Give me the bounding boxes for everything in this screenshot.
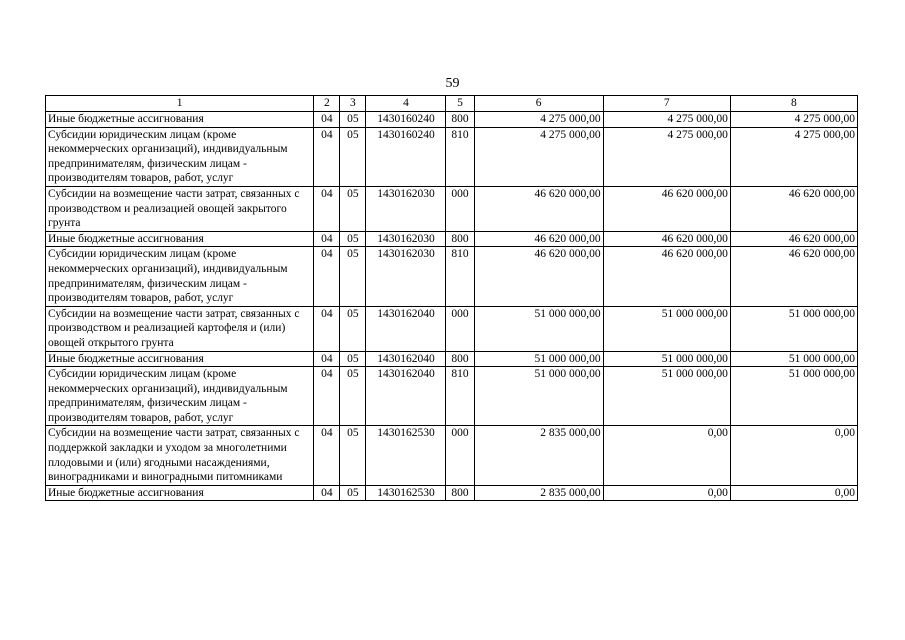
table-row bbox=[46, 247, 858, 306]
budget-table bbox=[45, 95, 858, 501]
row-target-article: 1430162030 bbox=[366, 186, 446, 231]
table-row bbox=[46, 367, 858, 426]
row-amount-8: 46 620 000,00 bbox=[730, 186, 857, 231]
row-section: 04 bbox=[314, 351, 340, 367]
row-expense-type: 000 bbox=[446, 186, 474, 231]
table-row bbox=[46, 485, 858, 501]
row-amount-8: 51 000 000,00 bbox=[730, 351, 857, 367]
row-name: Иные бюджетные ассигнования bbox=[46, 485, 314, 501]
row-name: Субсидии на возмещение части затрат, связанных с производством и реализацией овощей закрытого грунта bbox=[46, 186, 314, 231]
row-amount-7: 4 275 000,00 bbox=[603, 127, 730, 186]
header-cell-3: 3 bbox=[340, 96, 366, 112]
row-amount-7: 51 000 000,00 bbox=[603, 367, 730, 426]
header-cell-6: 6 bbox=[474, 96, 603, 112]
row-subsection: 05 bbox=[340, 351, 366, 367]
row-subsection: 05 bbox=[340, 231, 366, 247]
row-amount-8: 46 620 000,00 bbox=[730, 247, 857, 306]
row-amount-7: 0,00 bbox=[603, 485, 730, 501]
row-amount-6: 46 620 000,00 bbox=[474, 186, 603, 231]
row-amount-7: 4 275 000,00 bbox=[603, 112, 730, 128]
row-name: Субсидии на возмещение части затрат, связанных с поддержкой закладки и уходом за многолетними плодовыми и (или) ягодными насаждениями, виноградниками и виноградными питомниками bbox=[46, 426, 314, 485]
row-amount-7: 46 620 000,00 bbox=[603, 247, 730, 306]
row-amount-8: 46 620 000,00 bbox=[730, 231, 857, 247]
row-amount-6: 51 000 000,00 bbox=[474, 306, 603, 351]
row-name: Субсидии юридическим лицам (кроме некоммерческих организаций), индивидуальным предпринимателям, физическим лицам - производителям товаров, работ, услуг bbox=[46, 247, 314, 306]
table-row bbox=[46, 112, 858, 128]
row-expense-type: 000 bbox=[446, 306, 474, 351]
row-target-article: 1430162030 bbox=[366, 231, 446, 247]
row-section: 04 bbox=[314, 186, 340, 231]
row-amount-8: 0,00 bbox=[730, 485, 857, 501]
page-number: 59 bbox=[445, 76, 460, 91]
row-section: 04 bbox=[314, 306, 340, 351]
row-expense-type: 800 bbox=[446, 351, 474, 367]
row-expense-type: 800 bbox=[446, 231, 474, 247]
row-subsection: 05 bbox=[340, 186, 366, 231]
row-amount-6: 4 275 000,00 bbox=[474, 127, 603, 186]
row-expense-type: 000 bbox=[446, 426, 474, 485]
row-expense-type: 810 bbox=[446, 247, 474, 306]
table-row bbox=[46, 231, 858, 247]
table-row bbox=[46, 426, 858, 485]
row-target-article: 1430162040 bbox=[366, 367, 446, 426]
row-section: 04 bbox=[314, 247, 340, 306]
row-name: Иные бюджетные ассигнования bbox=[46, 231, 314, 247]
table-row bbox=[46, 127, 858, 186]
header-cell-2: 2 bbox=[314, 96, 340, 112]
row-section: 04 bbox=[314, 127, 340, 186]
header-cell-4: 4 bbox=[366, 96, 446, 112]
row-name: Субсидии на возмещение части затрат, связанных с производством и реализацией картофеля и (или) овощей открытого грунта bbox=[46, 306, 314, 351]
row-expense-type: 800 bbox=[446, 112, 474, 128]
row-amount-6: 46 620 000,00 bbox=[474, 231, 603, 247]
row-amount-8: 4 275 000,00 bbox=[730, 127, 857, 186]
row-expense-type: 810 bbox=[446, 367, 474, 426]
row-section: 04 bbox=[314, 112, 340, 128]
row-amount-7: 0,00 bbox=[603, 426, 730, 485]
table-row bbox=[46, 306, 858, 351]
row-target-article: 1430162530 bbox=[366, 426, 446, 485]
row-subsection: 05 bbox=[340, 127, 366, 186]
row-amount-8: 51 000 000,00 bbox=[730, 306, 857, 351]
row-subsection: 05 bbox=[340, 112, 366, 128]
table-row bbox=[46, 186, 858, 231]
row-subsection: 05 bbox=[340, 306, 366, 351]
row-expense-type: 810 bbox=[446, 127, 474, 186]
row-section: 04 bbox=[314, 231, 340, 247]
row-section: 04 bbox=[314, 485, 340, 501]
header-cell-7: 7 bbox=[603, 96, 730, 112]
row-amount-6: 2 835 000,00 bbox=[474, 426, 603, 485]
table-row bbox=[46, 351, 858, 367]
row-amount-7: 46 620 000,00 bbox=[603, 186, 730, 231]
row-section: 04 bbox=[314, 367, 340, 426]
header-cell-5: 5 bbox=[446, 96, 474, 112]
row-amount-6: 51 000 000,00 bbox=[474, 367, 603, 426]
row-amount-8: 4 275 000,00 bbox=[730, 112, 857, 128]
row-amount-6: 51 000 000,00 bbox=[474, 351, 603, 367]
row-name: Иные бюджетные ассигнования bbox=[46, 112, 314, 128]
row-amount-8: 51 000 000,00 bbox=[730, 367, 857, 426]
row-amount-7: 51 000 000,00 bbox=[603, 306, 730, 351]
header-cell-1: 1 bbox=[46, 96, 314, 112]
row-amount-8: 0,00 bbox=[730, 426, 857, 485]
row-name: Иные бюджетные ассигнования bbox=[46, 351, 314, 367]
row-subsection: 05 bbox=[340, 485, 366, 501]
row-target-article: 1430162040 bbox=[366, 351, 446, 367]
row-expense-type: 800 bbox=[446, 485, 474, 501]
row-subsection: 05 bbox=[340, 247, 366, 306]
row-target-article: 1430162030 bbox=[366, 247, 446, 306]
row-target-article: 1430162530 bbox=[366, 485, 446, 501]
row-subsection: 05 bbox=[340, 426, 366, 485]
row-name: Субсидии юридическим лицам (кроме некоммерческих организаций), индивидуальным предпринимателям, физическим лицам - производителям товаров, работ, услуг bbox=[46, 367, 314, 426]
row-target-article: 1430160240 bbox=[366, 127, 446, 186]
row-amount-7: 51 000 000,00 bbox=[603, 351, 730, 367]
row-amount-6: 4 275 000,00 bbox=[474, 112, 603, 128]
row-amount-7: 46 620 000,00 bbox=[603, 231, 730, 247]
row-amount-6: 2 835 000,00 bbox=[474, 485, 603, 501]
header-cell-8: 8 bbox=[730, 96, 857, 112]
row-section: 04 bbox=[314, 426, 340, 485]
row-subsection: 05 bbox=[340, 367, 366, 426]
row-target-article: 1430162040 bbox=[366, 306, 446, 351]
row-name: Субсидии юридическим лицам (кроме некоммерческих организаций), индивидуальным предпринимателям, физическим лицам - производителям товаров, работ, услуг bbox=[46, 127, 314, 186]
row-target-article: 1430160240 bbox=[366, 112, 446, 128]
header-row bbox=[46, 96, 858, 112]
row-amount-6: 46 620 000,00 bbox=[474, 247, 603, 306]
